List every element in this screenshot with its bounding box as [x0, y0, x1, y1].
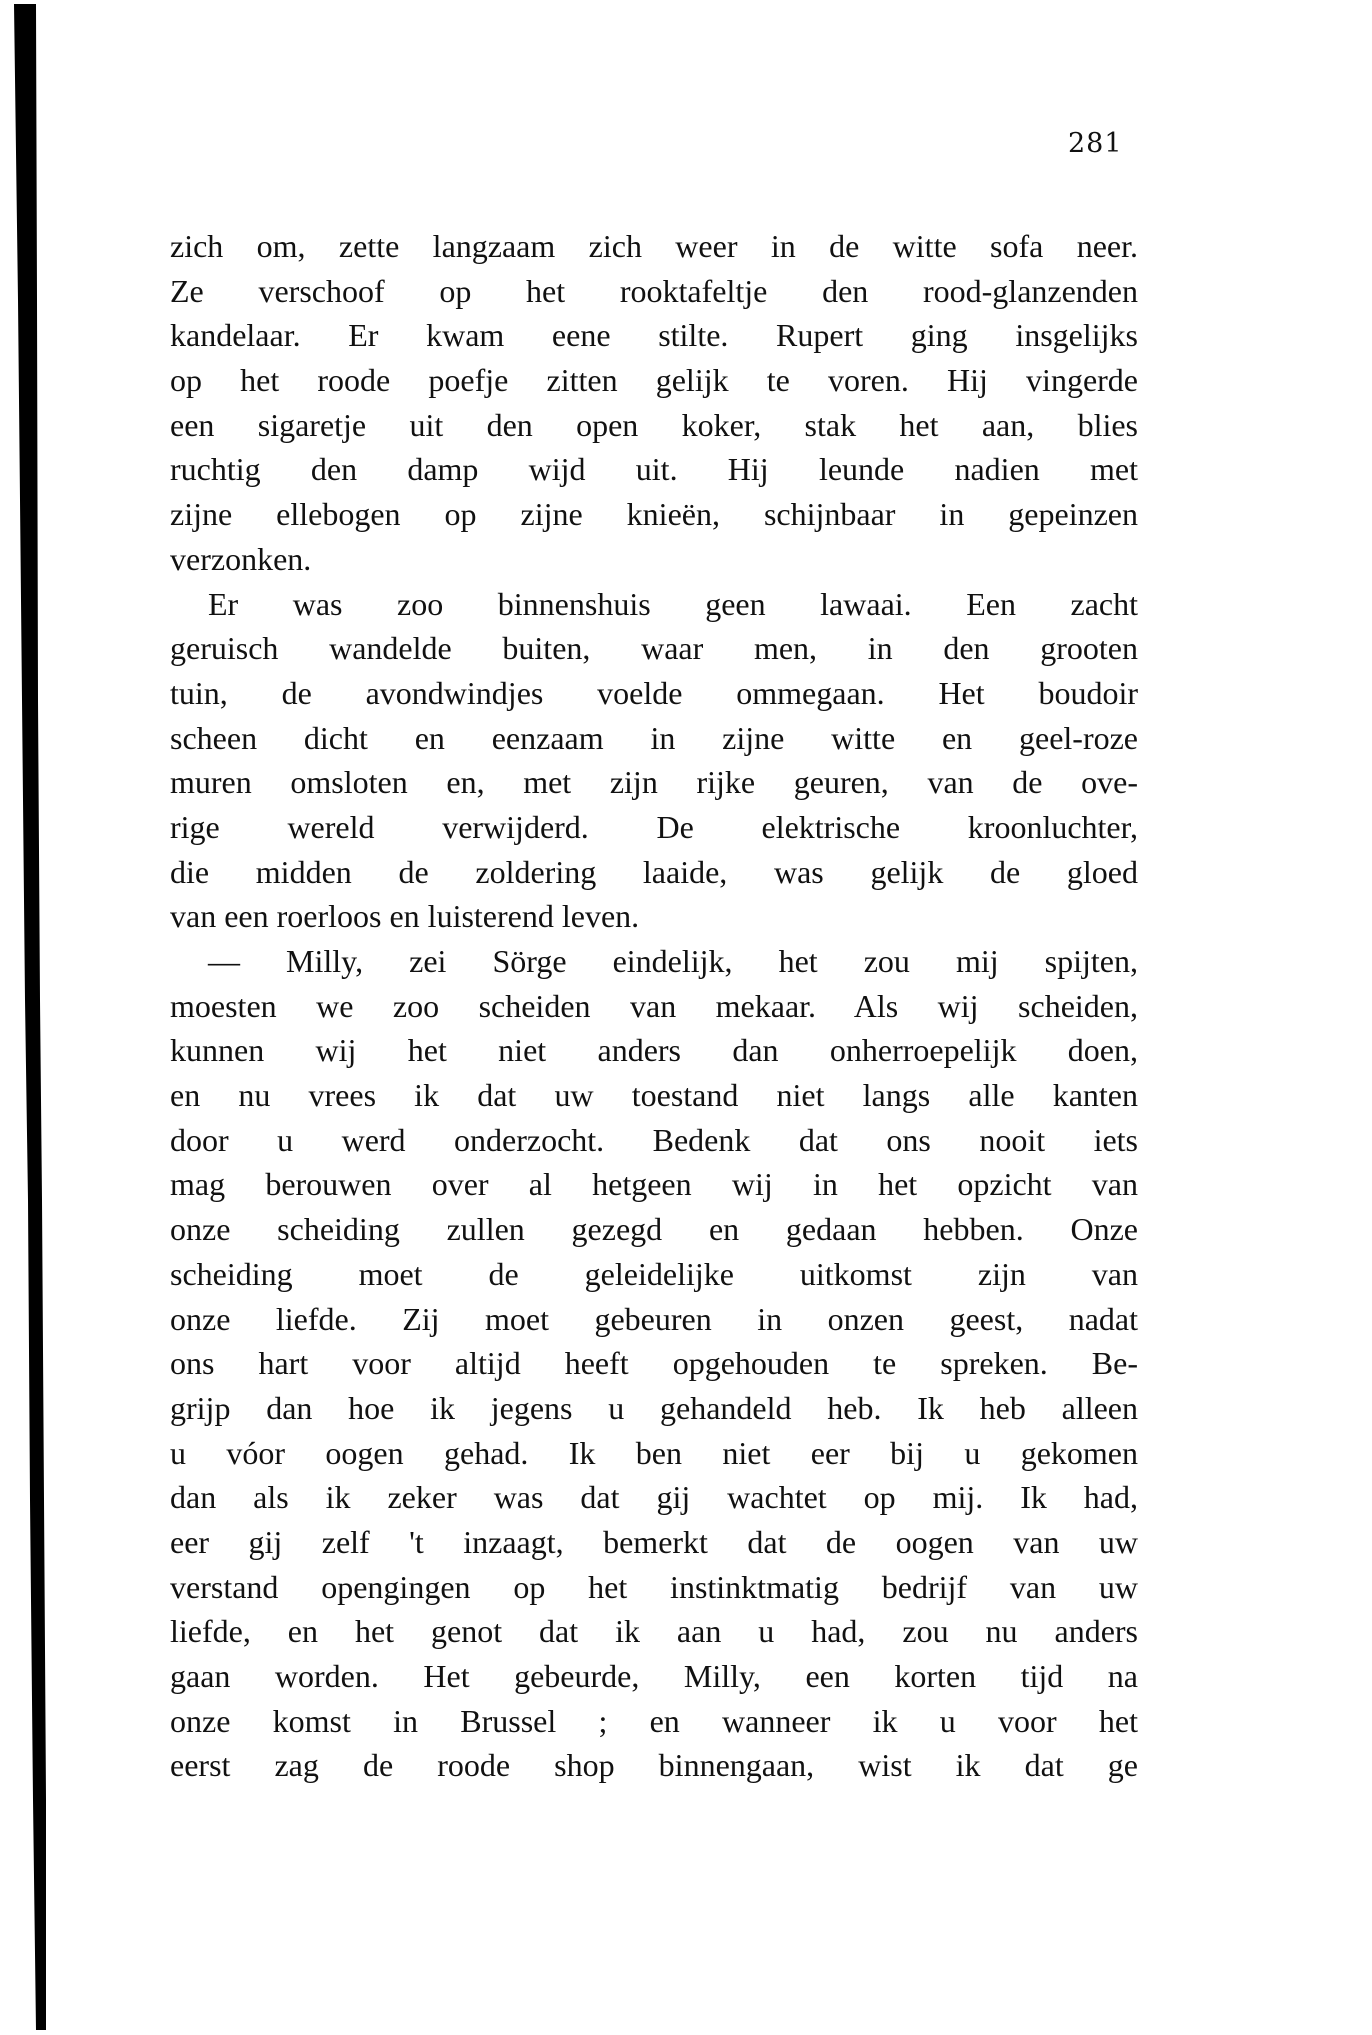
text-line: mag berouwen over al hetgeen wij in het opzicht van	[170, 1166, 1138, 1203]
text-line: Er was zoo binnenshuis geen lawaai. Een zacht	[208, 585, 1138, 622]
paragraph	[170, 582, 1138, 940]
scanned-binding-edge	[0, 0, 60, 2035]
text-line: — Milly, zei Sörge eindelijk, het zou mij spijten,	[208, 943, 1138, 979]
text-line: door u werd onderzocht. Bedenk dat ons nooit iets	[170, 1121, 1138, 1158]
text-line: ons hart voor altijd heeft opgehouden te spreken. Be-	[170, 1345, 1138, 1382]
text-line: een sigaretje uit den open koker, stak het aan, blies	[170, 406, 1138, 443]
text-line: zijne ellebogen op zijne knieën, schijnbaar in gepeinzen	[170, 496, 1138, 533]
text-line: en nu vrees ik dat uw toestand niet langs alle kanten	[170, 1077, 1138, 1114]
text-line: liefde, en het genot dat ik aan u had, zou nu anders	[170, 1613, 1138, 1650]
text-line: onze liefde. Zij moet gebeuren in onzen geest, nadat	[170, 1300, 1138, 1337]
text-line: eer gij zelf 't inzaagt, bemerkt dat de oogen van uw	[170, 1523, 1138, 1560]
text-line: onze scheiding zullen gezegd en gedaan hebben. Onze	[170, 1211, 1138, 1248]
body-text	[170, 224, 1138, 1788]
text-line: op het roode poefje zitten gelijk te voren. Hij vingerde	[170, 362, 1138, 399]
text-line: verzonken.	[170, 540, 312, 577]
text-line: ruchtig den damp wijd uit. Hij leunde nadien met	[170, 451, 1138, 488]
text-line: scheiding moet de geleidelijke uitkomst zijn van	[170, 1255, 1138, 1292]
text-line: onze komst in Brussel ; en wanneer ik u voor het	[170, 1702, 1138, 1739]
text-line: tuin, de avondwindjes voelde ommegaan. Het boudoir	[170, 674, 1138, 711]
text-line: gaan worden. Het gebeurde, Milly, een korten tijd na	[170, 1658, 1138, 1694]
text-line: scheen dicht en eenzaam in zijne witte en geel-roze	[170, 719, 1138, 756]
paragraph	[170, 224, 1138, 582]
text-line: muren omsloten en, met zijn rijke geuren, van de ove-	[170, 764, 1138, 801]
text-line: die midden de zoldering laaide, was gelijk de gloed	[170, 853, 1138, 890]
text-line: moesten we zoo scheiden van mekaar. Als wij scheiden,	[170, 987, 1138, 1024]
text-line: u vóor oogen gehad. Ik ben niet eer bij u gekomen	[170, 1434, 1138, 1471]
text-line: zich om, zette langzaam zich weer in de witte sofa neer.	[170, 228, 1138, 264]
paragraph	[170, 939, 1138, 1788]
text-line: rige wereld verwijderd. De elektrische kroonluchter,	[170, 808, 1138, 845]
text-line: van een roerloos en luisterend leven.	[170, 898, 640, 935]
page-number: 281	[1068, 128, 1123, 159]
text-line: eerst zag de roode shop binnengaan, wist ik dat ge	[170, 1747, 1138, 1784]
text-line: kandelaar. Er kwam eene stilte. Rupert ging insgelijks	[170, 317, 1138, 354]
text-line: verstand opengingen op het instinktmatig bedrijf van uw	[170, 1568, 1138, 1605]
text-line: kunnen wij het niet anders dan onherroepelijk doen,	[170, 1032, 1138, 1069]
text-line: dan als ik zeker was dat gij wachtet op mij. Ik had,	[170, 1479, 1138, 1516]
text-line: Ze verschoof op het rooktafeltje den rood-glanzenden	[170, 272, 1138, 309]
text-line: geruisch wandelde buiten, waar men, in den grooten	[170, 630, 1138, 667]
text-line: grijp dan hoe ik jegens u gehandeld heb. Ik heb alleen	[170, 1389, 1138, 1426]
